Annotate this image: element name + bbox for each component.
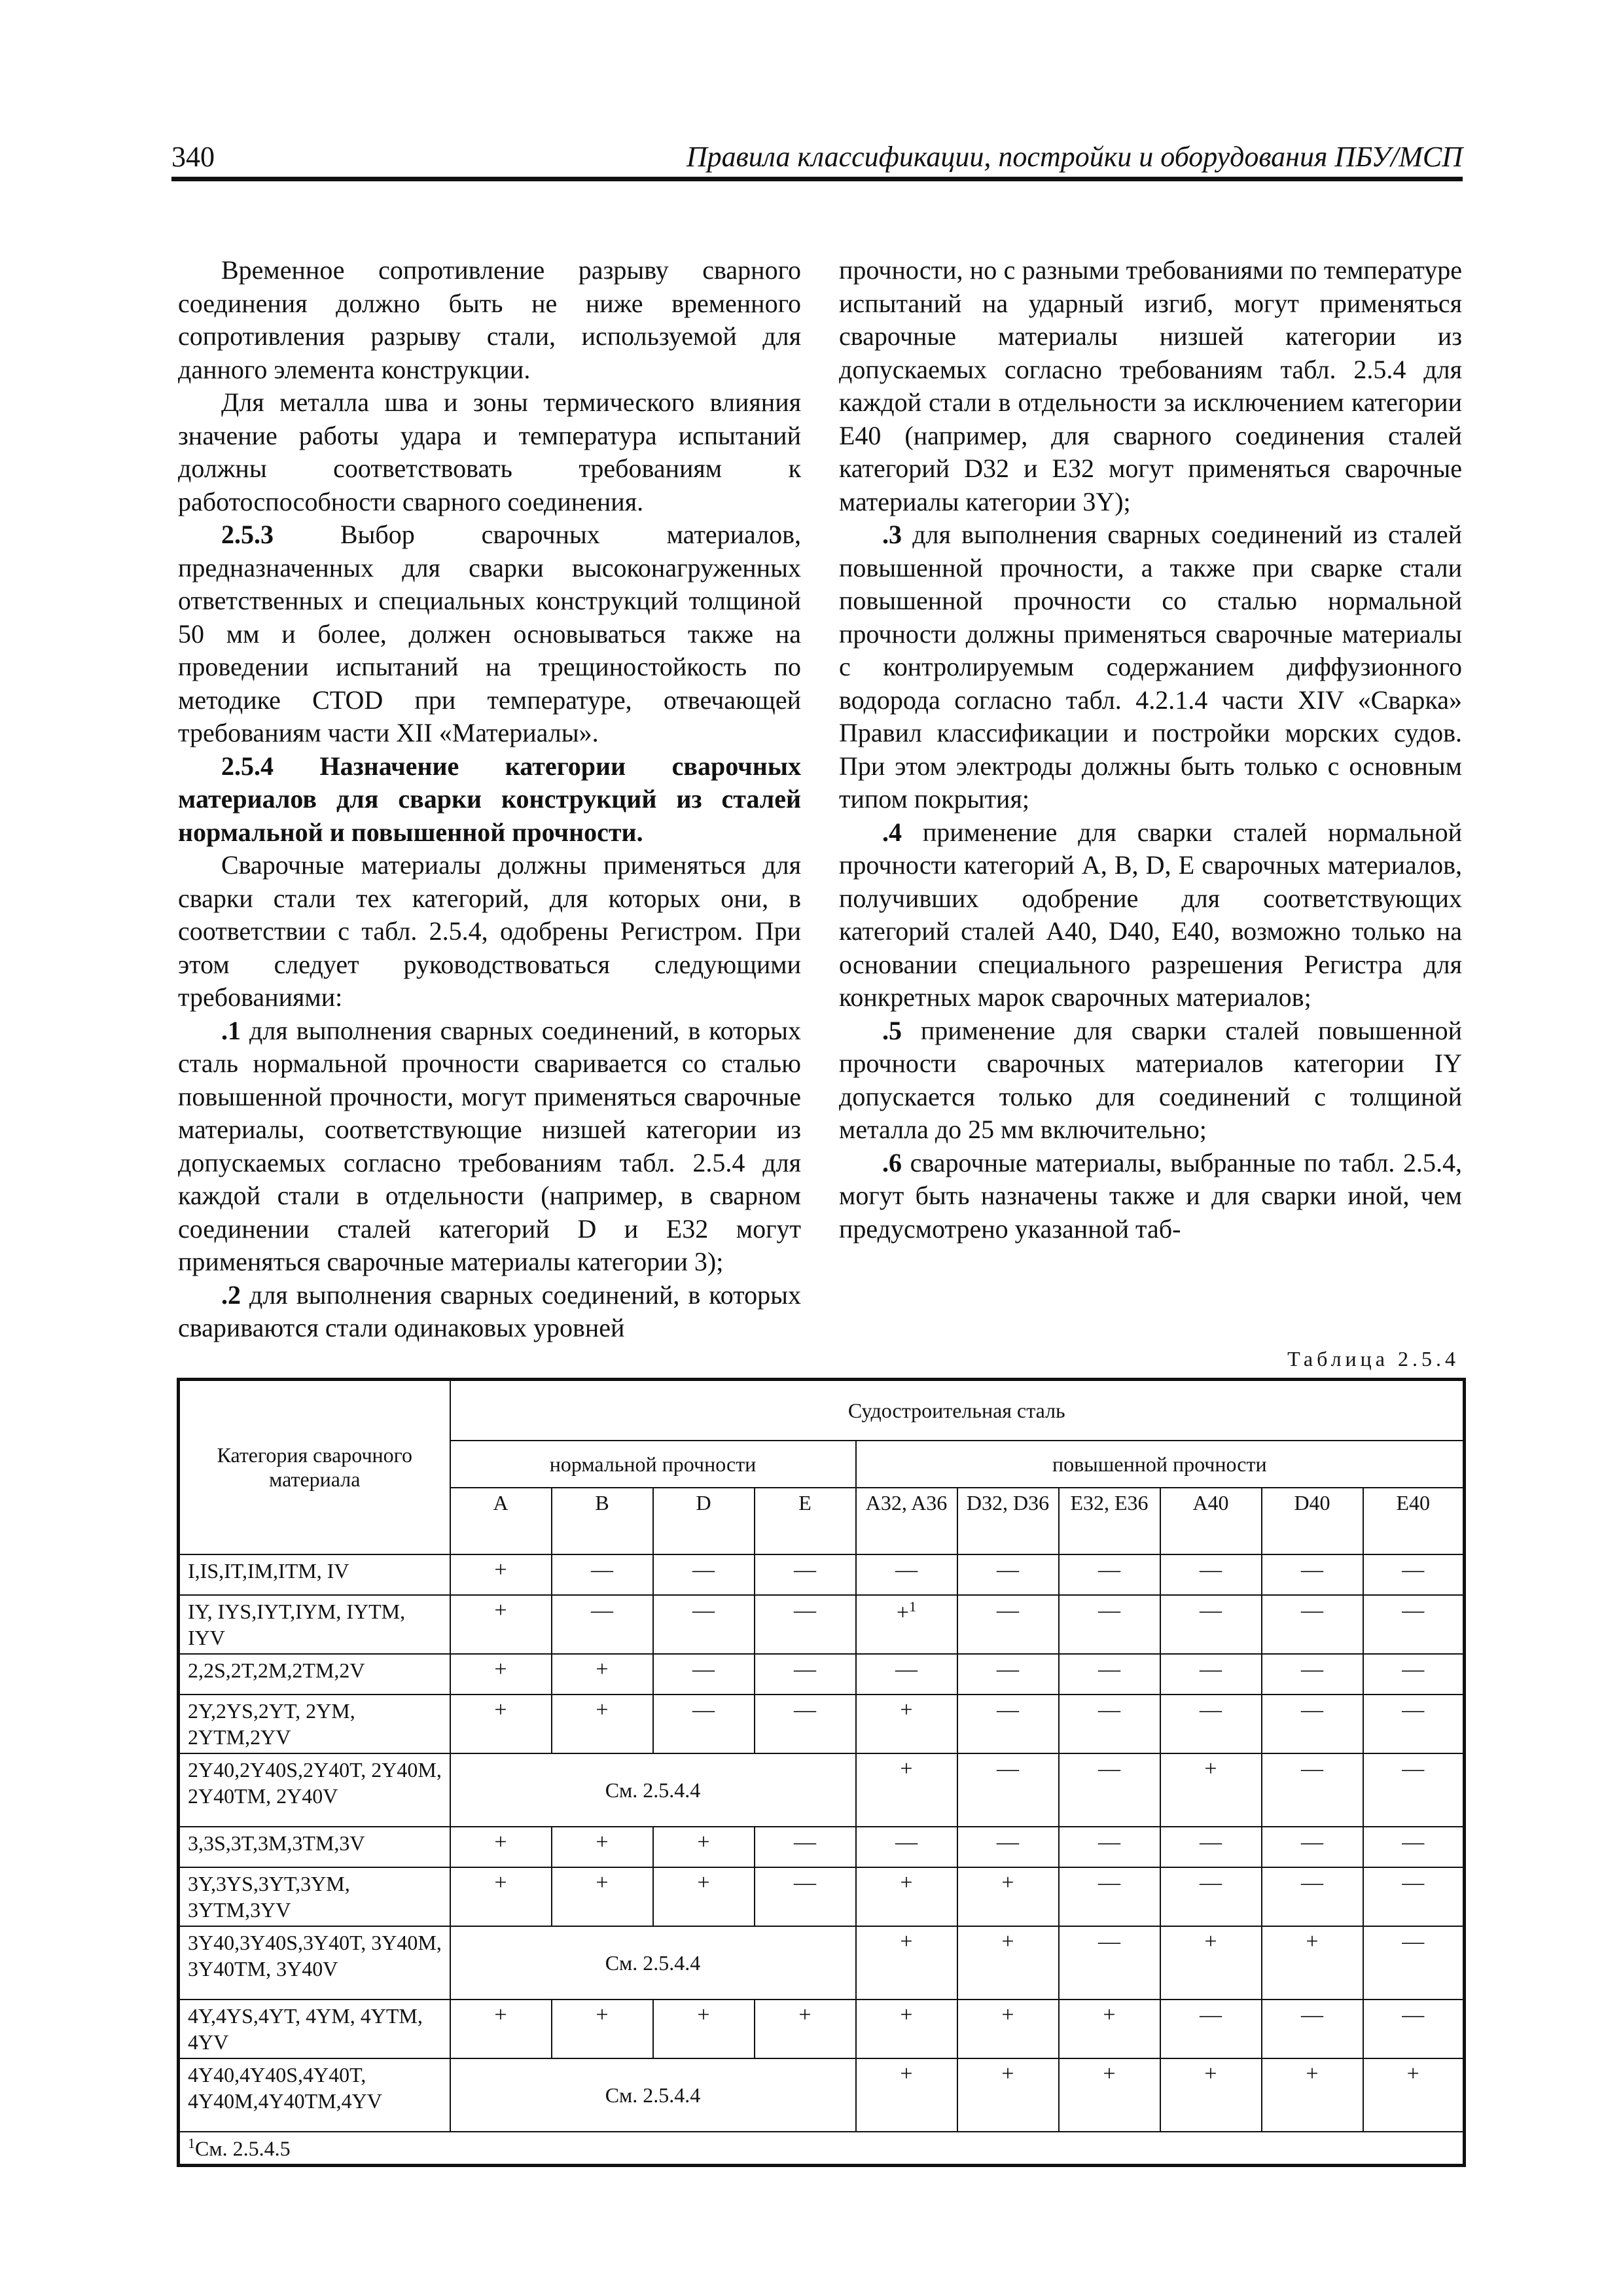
value-mark: + [697,1830,710,1854]
value-mark: + [798,2003,812,2027]
value-cell [552,1654,653,1695]
value-mark: — [1301,1757,1323,1781]
table-row [179,1827,1465,1867]
paragraph-text: прочности, но с разными требованиями по температуре испытаний на ударный изгиб, могут применяться сварочные материалы низшей категории из допускаемых согласно требованиям табл. 2.5.4 для каждой стали в отдельности за исключением категории E40 (например, для сварного соединения сталей категорий D32 и E32 могут применяться сварочные материалы категории 3Y); [839,255,1462,516]
value-mark: — [895,1558,918,1582]
value-mark: + [1001,1871,1014,1895]
value-cell [450,1654,552,1695]
value-mark: — [1200,1598,1222,1623]
footnote-row [179,2132,1465,2166]
table-row [179,1867,1465,1926]
value-mark: — [794,1830,816,1854]
value-mark: + [697,2003,710,2027]
value-cell [450,1554,552,1595]
table-row [179,1926,1465,2000]
column-header: D [653,1488,755,1554]
value-cell [1262,1595,1363,1654]
value-cell [755,1867,856,1926]
value-mark: — [1098,1871,1120,1895]
value-cell [653,1695,755,1753]
value-mark: — [1301,1657,1323,1681]
column-header: A32, A36 [856,1488,957,1554]
value-cell [1160,1753,1262,1827]
value-mark: — [997,1757,1019,1781]
value-mark: — [1098,1929,1120,1954]
value-mark: + [596,1871,609,1895]
value-cell [957,1654,1059,1695]
value-mark: + [1204,1929,1217,1954]
clause-number: 2.5.4 [221,751,274,781]
value-cell [856,1695,957,1753]
value-cell [755,1654,856,1695]
column-header: E40 [1363,1488,1465,1554]
category-cell: 4Y,4YS,4YT, 4YM, 4YTM, 4YV [179,2000,450,2058]
paragraph-text: для выполнения сварных соединений, в которых сталь нормальной прочности сваривается со сталью повышенной прочности, могут применяться сварочные материалы, соответствующие низшей категории из допускаемых согласно требованиям табл. 2.5.4 для каждой стали в отдельности (например, в сварном соединении сталей категорий D и E32 могут применяться сварочные материалы категории 3); [178,1015,801,1276]
category-cell: IY, IYS,IYT,IYM, IYTM, IYV [179,1595,450,1654]
value-mark: — [794,1698,816,1722]
value-mark: — [1402,1830,1425,1854]
value-cell [1160,1926,1262,2000]
value-mark: — [794,1558,816,1582]
value-cell [1262,1654,1363,1695]
column-header: D32, D36 [957,1488,1059,1554]
paragraph-text: Выбор сварочных материалов, предназначенных для сварки высоконагруженных ответственных и специальных конструкций толщиной 50 мм и более, должен основываться также на проведении испытаний на трещиностойкость по методике CTOD при температуре, отвечающей требованиям части XII «Материалы». [178,520,801,747]
value-cell [856,1753,957,1827]
value-mark: — [997,1657,1019,1681]
value-cell [1363,2000,1465,2058]
value-mark: + [596,1830,609,1854]
value-cell [957,1926,1059,2000]
value-mark: — [895,1657,918,1681]
value-mark: — [692,1657,715,1681]
value-mark: + [1001,2062,1014,2086]
value-cell [1262,1926,1363,2000]
value-cell [856,1827,957,1867]
value-cell [1262,1827,1363,1867]
value-mark: — [1098,1698,1120,1722]
value-cell [856,1554,957,1595]
column-header: E32, E36 [1059,1488,1160,1554]
see-reference-cell: См. 2.5.4.4 [450,2058,856,2132]
left-paragraph [178,518,801,750]
group-header: Судостроительная сталь [450,1380,1465,1441]
footnote-cell [179,2132,1465,2166]
value-mark: + [1103,2003,1116,2027]
value-mark: — [1402,1558,1425,1582]
category-cell: 3Y,3YS,3YT,3YM, 3YTM,3YV [179,1867,450,1926]
value-cell [1262,1867,1363,1926]
value-mark: — [1301,1830,1323,1854]
right-paragraph [839,1014,1462,1147]
clause-number: 2.5.3 [221,520,274,549]
clause-number: .5 [882,1015,902,1045]
value-cell [957,2000,1059,2058]
value-mark: — [1301,1598,1323,1623]
value-cell [755,1695,856,1753]
value-mark: — [997,1830,1019,1854]
value-mark: + [494,1871,507,1895]
column-header: B [552,1488,653,1554]
value-cell [1059,2000,1160,2058]
value-mark: + [596,1657,609,1681]
value-mark: — [1098,1757,1120,1781]
value-cell [957,1695,1059,1753]
value-cell [450,1867,552,1926]
subgroup-high: повышенной прочности [856,1441,1465,1488]
value-mark: — [1301,1698,1323,1722]
footnote-marker: 1 [188,2135,195,2151]
paragraph-text: применение для сварки сталей повышенной прочности сварочных материалов категории IY допускается только для соединений с толщиной металла до 25 мм включительно; [839,1015,1462,1144]
value-mark: — [692,1598,715,1623]
value-mark: + [494,1657,507,1681]
left-column [178,254,801,1345]
paragraph-text: Сварочные материалы должны применяться для сварки стали тех категорий, для которых они, в соответствии с табл. 2.5.4, одобрены Регистром. При этом следует руководствоваться следующими требованиями: [178,850,801,1012]
clause-number: .3 [882,520,902,549]
value-cell [1160,1595,1262,1654]
right-column [839,254,1462,1246]
value-cell [552,1554,653,1595]
category-cell: 2,2S,2T,2M,2TM,2V [179,1654,450,1695]
value-cell [1363,1753,1465,1827]
paragraph-text: Для металла шва и зоны термического влияния значение работы удара и температура испытаний должны соответствовать требованиям к работоспособности сварного соединения. [178,387,801,516]
table-row [179,1554,1465,1595]
value-cell [1363,1595,1465,1654]
paragraph-text: для выполнения сварных соединений из сталей повышенной прочности, а также при сварке стали повышенной прочности со сталью нормальной прочности должны применяться сварочные материалы с контролируемым содержанием диффузионного водорода согласно табл. 4.2.1.4 части XIV «Сварка» Правил классификации и постройки морских судов. При этом электроды должны быть только с основным типом покрытия; [839,520,1462,814]
value-cell [755,1595,856,1654]
value-mark: + [900,1929,913,1954]
right-paragraph [839,254,1462,518]
value-mark: — [692,1698,715,1722]
value-mark: — [1402,1757,1425,1781]
see-reference-cell: См. 2.5.4.4 [450,1753,856,1827]
value-mark: + [494,1558,507,1582]
value-mark: + [494,2003,507,2027]
value-cell [1059,1926,1160,2000]
value-mark: + [900,2062,913,2086]
value-cell [856,2000,957,2058]
table-row [179,2000,1465,2058]
value-mark: — [1098,1830,1120,1854]
value-cell [653,1554,755,1595]
value-mark: — [1098,1657,1120,1681]
value-mark: — [1098,1558,1120,1582]
right-paragraph [839,816,1462,1014]
value-mark: — [1402,1598,1425,1623]
value-mark: — [1200,1657,1222,1681]
value-cell [1059,1554,1160,1595]
value-cell [957,1595,1059,1654]
left-paragraph [178,386,801,518]
value-cell [1160,1867,1262,1926]
right-paragraph [839,1147,1462,1246]
value-mark: + [494,1830,507,1854]
value-cell [1363,1654,1465,1695]
value-mark: — [794,1657,816,1681]
table-caption: Таблица 2.5.4 [1287,1347,1459,1371]
column-header: A40 [1160,1488,1262,1554]
value-mark: — [591,1558,613,1582]
left-paragraph [178,1279,801,1345]
value-mark: + [1001,2003,1014,2027]
category-cell: 4Y40,4Y40S,4Y40T, 4Y40M,4Y40TM,4YV [179,2058,450,2132]
value-mark: — [1402,1871,1425,1895]
value-cell [653,1595,755,1654]
value-cell [1059,1654,1160,1695]
value-mark: + [896,1600,910,1625]
column-header: A [450,1488,552,1554]
value-mark: — [1200,1830,1222,1854]
value-cell [1160,1654,1262,1695]
value-mark: — [895,1830,918,1854]
running-title: Правила классификации, постройки и оборудования ПБУ/МСП [686,141,1463,173]
value-mark: — [1200,1698,1222,1722]
value-mark: — [794,1598,816,1623]
corner-header: Категория сварочного материала [179,1380,450,1555]
value-cell [1160,2058,1262,2132]
value-cell [1059,2058,1160,2132]
footnote-marker: 1 [909,1598,917,1615]
table-row [179,1753,1465,1827]
table-row [179,1595,1465,1654]
value-mark: — [794,1871,816,1895]
value-cell [856,2058,957,2132]
value-cell [755,1554,856,1595]
footnote-text: См. 2.5.4.5 [195,2136,291,2161]
value-cell [1059,1695,1160,1753]
value-cell [653,1827,755,1867]
header-rule [171,177,1463,181]
value-mark: — [1200,2003,1222,2027]
value-mark: + [1204,2062,1217,2086]
value-mark: + [1406,2062,1419,2086]
value-cell [957,1827,1059,1867]
value-cell [957,2058,1059,2132]
value-cell [1363,1926,1465,2000]
paragraph-text: сварочные материалы, выбранные по табл. 2.5.4, могут быть назначены также и для сварки иной, чем предусмотрено указанной таб- [839,1147,1462,1244]
value-mark: + [900,1698,913,1722]
value-cell [1363,2058,1465,2132]
paragraph-text: для выполнения сварных соединений, в которых свариваются стали одинаковых уровней [178,1280,801,1342]
column-header: D40 [1262,1488,1363,1554]
value-cell [552,1867,653,1926]
category-cell: 3,3S,3T,3M,3TM,3V [179,1827,450,1867]
value-cell [1160,2000,1262,2058]
value-mark: + [900,1871,913,1895]
value-cell [755,2000,856,2058]
left-paragraph [178,1014,801,1279]
value-cell [856,1595,957,1654]
value-mark: + [1001,1929,1014,1954]
value-cell [450,1595,552,1654]
clause-number: .2 [221,1280,241,1310]
value-cell [552,1595,653,1654]
value-cell [450,1695,552,1753]
value-cell [1262,1695,1363,1753]
value-mark: — [1402,1698,1425,1722]
table-row [179,2058,1465,2132]
value-cell [1363,1554,1465,1595]
value-mark: — [1200,1558,1222,1582]
value-cell [755,1827,856,1867]
paragraph-text: Временное сопротивление разрыву сварного соединения должно быть не ниже временного сопротивления разрыву стали, используемой для данного элемента конструкции. [178,255,801,384]
category-cell: I,IS,IT,IM,ITM, IV [179,1554,450,1595]
page-number: 340 [171,141,215,173]
value-cell [856,1867,957,1926]
value-mark: + [1204,1757,1217,1781]
value-mark: — [997,1558,1019,1582]
value-mark: — [591,1598,613,1623]
value-mark: + [596,1698,609,1722]
category-cell: 3Y40,3Y40S,3Y40T, 3Y40M, 3Y40TM, 3Y40V [179,1926,450,2000]
value-cell [1363,1827,1465,1867]
category-cell: 2Y40,2Y40S,2Y40T, 2Y40M, 2Y40TM, 2Y40V [179,1753,450,1827]
value-mark: + [494,1598,507,1623]
value-cell [653,1654,755,1695]
value-cell [1059,1753,1160,1827]
value-mark: — [1301,1871,1323,1895]
table-row [179,1695,1465,1753]
value-mark: — [1098,1598,1120,1623]
value-cell [1262,2000,1363,2058]
clause-number: .4 [882,817,902,847]
value-mark: — [997,1698,1019,1722]
value-mark: — [997,1598,1019,1623]
value-cell [1363,1695,1465,1753]
right-paragraph [839,518,1462,816]
value-cell [856,1926,957,2000]
value-mark: + [697,1871,710,1895]
value-mark: — [1301,1558,1323,1582]
value-cell [1262,1554,1363,1595]
subgroup-normal: нормальной прочности [450,1441,856,1488]
value-mark: — [1200,1871,1222,1895]
value-cell [1262,2058,1363,2132]
value-cell [450,1827,552,1867]
value-cell [1059,1595,1160,1654]
value-mark: + [1306,1929,1319,1954]
value-cell [653,1867,755,1926]
value-mark: + [900,1757,913,1781]
see-reference-cell: См. 2.5.4.4 [450,1926,856,2000]
clause-number: .6 [882,1147,902,1177]
value-cell [653,2000,755,2058]
value-cell [552,1695,653,1753]
column-header: E [755,1488,856,1554]
value-cell [552,1827,653,1867]
value-mark: + [900,2003,913,2027]
section-heading: Назначение категории сварочных материалов для сварки конструкций из сталей нормальной и повышенной прочности. [178,751,801,847]
value-cell [552,2000,653,2058]
value-mark: — [1402,1657,1425,1681]
value-mark: — [1402,1929,1425,1954]
value-mark: + [1103,2062,1116,2086]
value-cell [1363,1867,1465,1926]
value-cell [957,1554,1059,1595]
paragraph-text: применение для сварки сталей нормальной прочности категорий A, B, D, E сварочных материалов, получивших одобрение для соответствующих категорий сталей A40, D40, E40, возможно только на основании специального разрешения Регистра для конкретных марок сварочных материалов; [839,817,1462,1012]
left-paragraph [178,254,801,386]
value-cell [856,1654,957,1695]
clause-number: .1 [221,1015,241,1045]
value-cell [957,1867,1059,1926]
value-cell [450,2000,552,2058]
steel-category-table [177,1378,1466,2167]
value-cell [957,1753,1059,1827]
value-mark: — [692,1558,715,1582]
value-mark: + [596,2003,609,2027]
left-paragraph [178,750,801,850]
category-cell: 2Y,2YS,2YT, 2YM, 2YTM,2YV [179,1695,450,1753]
value-cell [1262,1753,1363,1827]
value-cell [1160,1554,1262,1595]
value-cell [1059,1827,1160,1867]
value-mark: + [494,1698,507,1722]
left-paragraph [178,849,801,1014]
value-cell [1160,1695,1262,1753]
value-cell [1160,1827,1262,1867]
value-cell [1059,1867,1160,1926]
value-mark: — [1402,2003,1425,2027]
value-mark: — [1301,2003,1323,2027]
value-mark: + [1306,2062,1319,2086]
table-row [179,1654,1465,1695]
